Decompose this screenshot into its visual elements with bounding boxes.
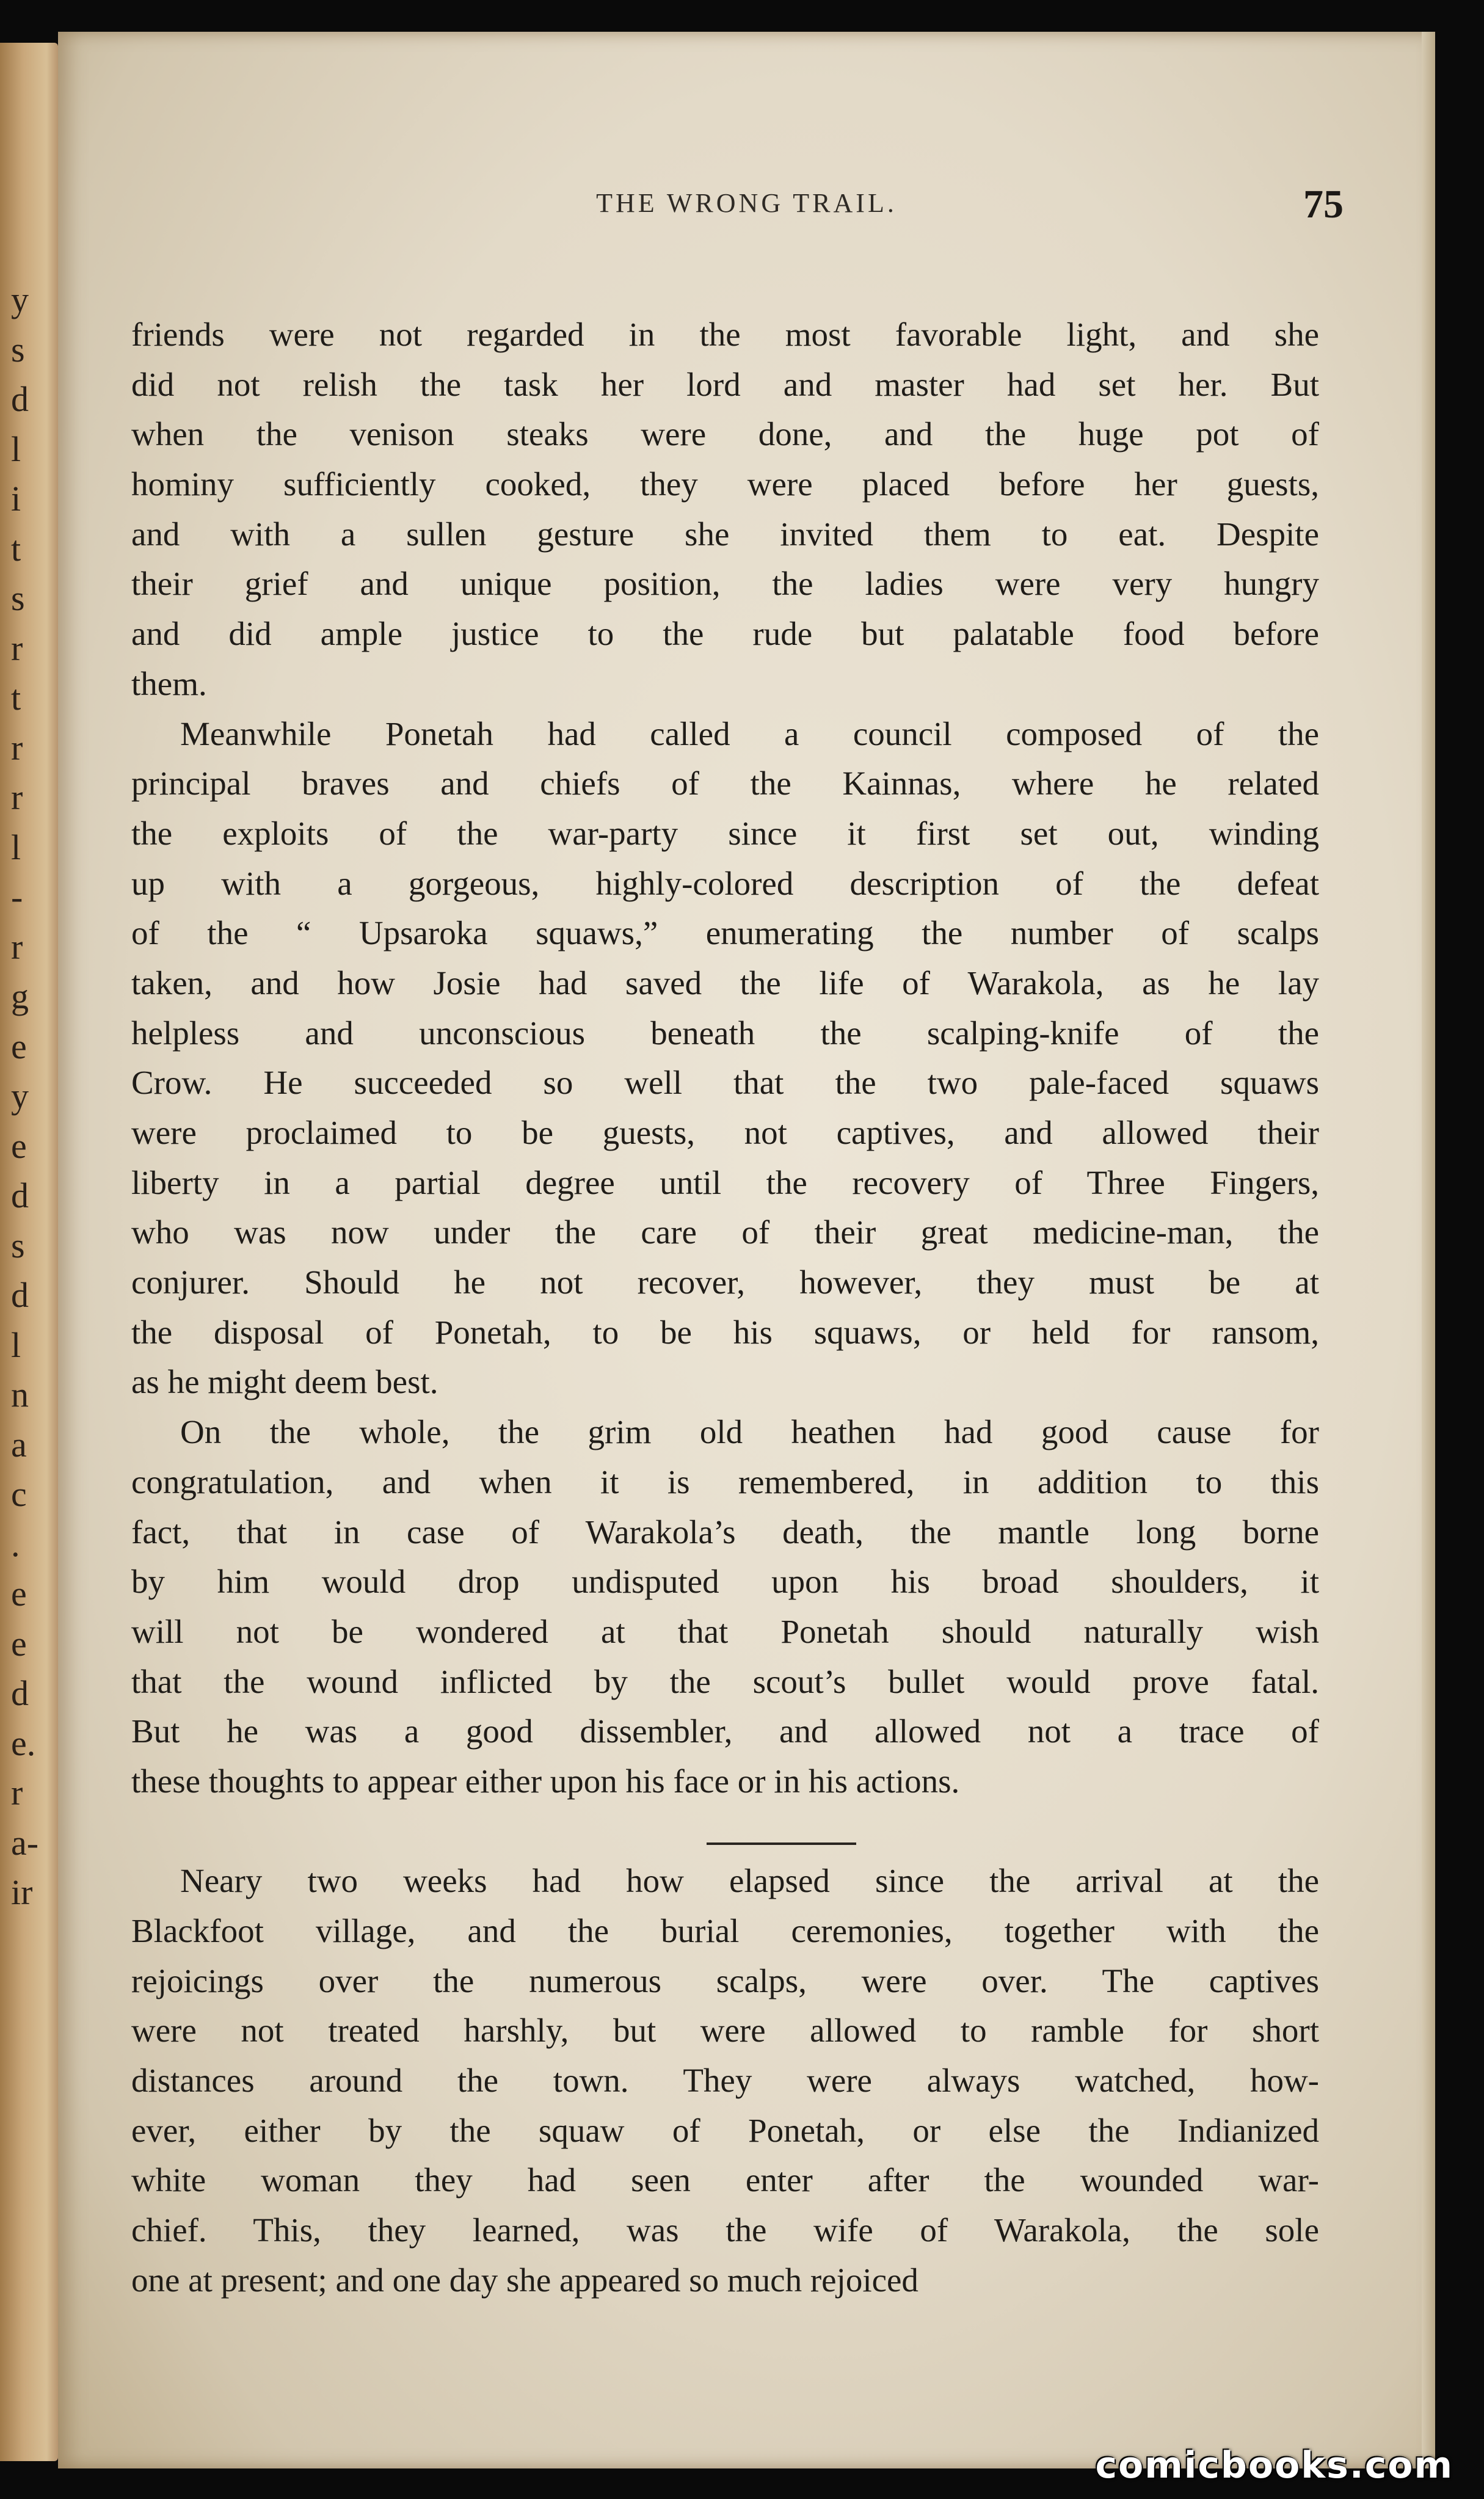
text-line: On the whole, the grim old heathen had good cause for [180, 1413, 1319, 1451]
text-line: up with a gorgeous, highly-colored description of the defeat [131, 864, 1319, 902]
previous-page-letter: e [11, 1126, 27, 1166]
text-line: liberty in a partial degree until the recovery of Three Fingers, [131, 1163, 1319, 1201]
previous-page-letter: e [11, 1623, 27, 1664]
previous-page-letter: d [11, 1176, 29, 1215]
text-line: Neary two weeks had how elapsed since the arrival at the [180, 1862, 1319, 1900]
previous-page-letter: l [11, 1325, 21, 1365]
text-line: Meanwhile Ponetah had called a council composed of the [180, 715, 1319, 752]
text-line: principal braves and chiefs of the Kainnas, where he related [131, 765, 1319, 802]
text-line: and with a sullen gesture she invited them to eat. Despite [131, 515, 1319, 553]
previous-page-letter: r [11, 926, 23, 967]
text-line: did not relish the task her lord and master had set her. But [131, 365, 1319, 403]
previous-page-letter: g [11, 977, 29, 1016]
text-line: when the venison steaks were done, and the huge pot of [131, 415, 1319, 453]
text-line: by him would drop undisputed upon his broad shoulders, it [131, 1563, 1319, 1601]
text-line: the exploits of the war-party since it first set out, winding [131, 814, 1319, 852]
text-line: that the wound inflicted by the scout’s bullet would prove fatal. [131, 1662, 1319, 1700]
section-divider-rule [707, 1842, 856, 1845]
previous-page-letter: r [11, 777, 23, 817]
text-line: Blackfoot village, and the burial ceremonies, together with the [131, 1912, 1319, 1949]
text-line: were proclaimed to be guests, not captives, and allowed their [131, 1114, 1319, 1151]
previous-page-letter: c [11, 1474, 27, 1514]
previous-page-letter: l [11, 827, 21, 867]
text-line: will not be wondered at that Ponetah should naturally wish [131, 1612, 1319, 1650]
text-line: these thoughts to appear either upon his face or in his actions. [131, 1762, 960, 1800]
text-line: as he might deem best. [131, 1363, 438, 1401]
previous-page-letter: e. [11, 1723, 36, 1763]
previous-page-letter: d [11, 379, 29, 419]
text-line: congratulation, and when it is remembered, in addition to this [131, 1463, 1319, 1500]
text-line: friends were not regarded in the most favorable light, and she [131, 316, 1319, 353]
previous-page-letter: . [11, 1524, 20, 1564]
previous-page-letter: ir [11, 1872, 33, 1912]
text-line: were not treated harshly, but were allowed to ramble for short [131, 2012, 1319, 2050]
previous-page-letter: a [11, 1424, 27, 1464]
previous-page-letter: r [11, 1773, 23, 1813]
previous-page-letter: d [11, 1673, 29, 1713]
previous-page-letter: d [11, 1275, 29, 1315]
text-line: distances around the town. They were always watched, how- [131, 2062, 1319, 2100]
text-line: But he was a good dissembler, and allowed not a trace of [131, 1712, 1319, 1750]
previous-page-letter: e [11, 1574, 27, 1613]
previous-page-letter: y [11, 1076, 29, 1116]
previous-page-letter: s [11, 1225, 25, 1265]
section-break-space [131, 1806, 1319, 1857]
text-line: fact, that in case of Warakola’s death, the mantle long borne [131, 1513, 1319, 1551]
text-line: conjurer. Should he not recover, however, they must be at [131, 1264, 1319, 1301]
text-line: them. [131, 664, 207, 702]
text-line: the disposal of Ponetah, to be his squaws, or held for ransom, [131, 1313, 1319, 1351]
text-line: white woman they had seen enter after the wounded war- [131, 2161, 1319, 2199]
text-line: Crow. He succeeded so well that the two pale-faced squaws [131, 1064, 1319, 1102]
previous-page-letter: e [11, 1026, 27, 1066]
previous-page-letter: s [11, 578, 25, 618]
previous-page-letter: i [11, 479, 21, 518]
watermark: comicbooks.com [1095, 2444, 1453, 2487]
previous-page-letter: l [11, 429, 21, 469]
running-head: THE WRONG TRAIL. [596, 188, 897, 218]
page-edge-shadow [1422, 32, 1435, 2468]
text-line: rejoicings over the numerous scalps, were over. The captives [131, 1962, 1319, 1999]
text-line: of the “ Upsaroka squaws,” enumerating the number of scalps [131, 914, 1319, 952]
text-line: chief. This, they learned, was the wife of Warakola, the sole [131, 2211, 1319, 2249]
previous-page-letter: - [11, 877, 23, 917]
previous-page-letter: s [11, 329, 25, 369]
text-line: who was now under the care of their great medicine-man, the [131, 1213, 1319, 1251]
book-page [58, 32, 1435, 2468]
previous-page-letter: t [11, 678, 21, 718]
text-line: ever, either by the squaw of Ponetah, or else the Indianized [131, 2111, 1319, 2149]
text-line: helpless and unconscious beneath the scalping-knife of the [131, 1014, 1319, 1052]
text-line: and did ample justice to the rude but palatable food before [131, 615, 1319, 653]
text-line: taken, and how Josie had saved the life of Warakola, as he lay [131, 964, 1319, 1002]
previous-page-letter: y [11, 280, 29, 319]
text-line: one at present; and one day she appeared so much rejoiced [131, 2261, 918, 2299]
previous-page-letter: t [11, 528, 21, 569]
page-header [58, 182, 1435, 236]
previous-page-edge [0, 43, 58, 2461]
page-number: 75 [1303, 182, 1344, 227]
previous-page-letter: n [11, 1375, 29, 1414]
text-line: their grief and unique position, the ladies were very hungry [131, 565, 1319, 603]
body-text [131, 310, 1319, 2305]
previous-page-letter: r [11, 628, 23, 668]
previous-page-letter: a- [11, 1822, 39, 1863]
text-line: hominy sufficiently cooked, they were placed before her guests, [131, 465, 1319, 503]
previous-page-letter: r [11, 727, 23, 768]
previous-page-margin-letters [11, 275, 48, 1918]
